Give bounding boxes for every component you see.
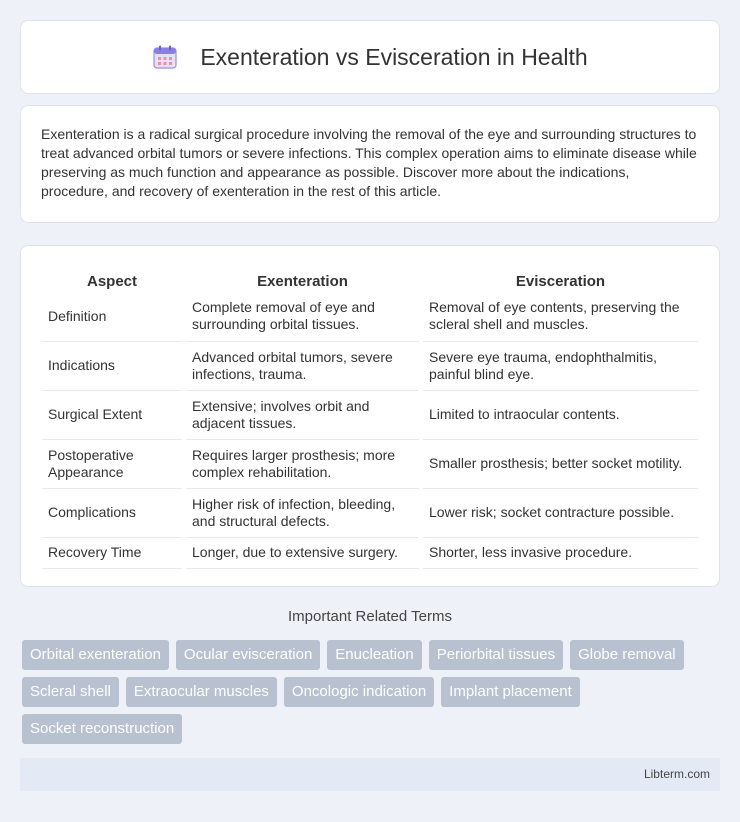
tag-implant-placement[interactable]: Implant placement — [441, 677, 580, 707]
tag-ocular-evisceration[interactable]: Ocular evisceration — [176, 640, 320, 670]
tag-orbital-exenteration[interactable]: Orbital exenteration — [22, 640, 169, 670]
comparison-card — [20, 245, 720, 587]
tag-oncologic-indication[interactable]: Oncologic indication — [284, 677, 434, 707]
related-tags — [22, 640, 722, 751]
row-exenteration: Higher risk of infection, bleeding, and structural defects. — [186, 488, 419, 537]
table-row — [42, 341, 698, 390]
row-evisceration: Removal of eye contents, preserving the scleral shell and muscles. — [423, 292, 698, 341]
footer-brand-link[interactable]: Libterm.com — [643, 767, 710, 781]
row-evisceration: Limited to intraocular contents. — [423, 390, 698, 439]
row-aspect: Complications — [42, 488, 182, 537]
header-evisceration: Evisceration — [515, 272, 606, 290]
table-row — [42, 292, 698, 341]
title-card — [20, 20, 720, 94]
table-row — [42, 390, 698, 439]
row-aspect: Recovery Time — [42, 537, 182, 568]
row-evisceration: Severe eye trauma, endophthalmitis, painful blind eye. — [423, 341, 698, 390]
tag-enucleation[interactable]: Enucleation — [327, 640, 421, 670]
row-exenteration: Longer, due to extensive surgery. — [186, 537, 419, 568]
related-terms-heading: Important Related Terms — [288, 608, 452, 625]
tag-globe-removal[interactable]: Globe removal — [570, 640, 684, 670]
intro-text: Exenteration is a radical surgical procedure involving the removal of the eye and surrounding structures to treat advanced orbital tumors or severe infections. This complex operation aims to eliminate disease while preserving as much function and appearance as possible. Discover more about the indications, procedure, and recovery of exenteration in the rest of this article. — [41, 126, 697, 199]
calendar-icon — [152, 44, 178, 70]
table-row — [42, 439, 698, 488]
table-row — [42, 488, 698, 537]
row-aspect: Surgical Extent — [42, 390, 182, 439]
row-aspect: Definition — [42, 292, 182, 341]
row-exenteration: Advanced orbital tumors, severe infections, trauma. — [186, 341, 419, 390]
row-evisceration: Smaller prosthesis; better socket motility. — [423, 439, 698, 488]
header-exenteration: Exenteration — [257, 272, 348, 290]
tag-periorbital-tissues[interactable]: Periorbital tissues — [429, 640, 563, 670]
tag-socket-reconstruction[interactable]: Socket reconstruction — [22, 714, 182, 744]
tag-extraocular-muscles[interactable]: Extraocular muscles — [126, 677, 277, 707]
row-aspect: Indications — [42, 341, 182, 390]
row-evisceration: Shorter, less invasive procedure. — [423, 537, 698, 568]
header-aspect: Aspect — [86, 272, 138, 290]
tag-scleral-shell[interactable]: Scleral shell — [22, 677, 119, 707]
row-exenteration: Requires larger prosthesis; more complex rehabilitation. — [186, 439, 419, 488]
row-aspect: Postoperative Appearance — [42, 439, 182, 488]
row-evisceration: Lower risk; socket contracture possible. — [423, 488, 698, 537]
intro-card — [20, 105, 720, 223]
table-row — [42, 537, 698, 568]
comparison-table — [42, 266, 698, 569]
row-exenteration: Extensive; involves orbit and adjacent tissues. — [186, 390, 419, 439]
page-title: Exenteration vs Evisceration in Health — [200, 43, 588, 70]
footer — [20, 758, 720, 791]
row-exenteration: Complete removal of eye and surrounding orbital tissues. — [186, 292, 419, 341]
